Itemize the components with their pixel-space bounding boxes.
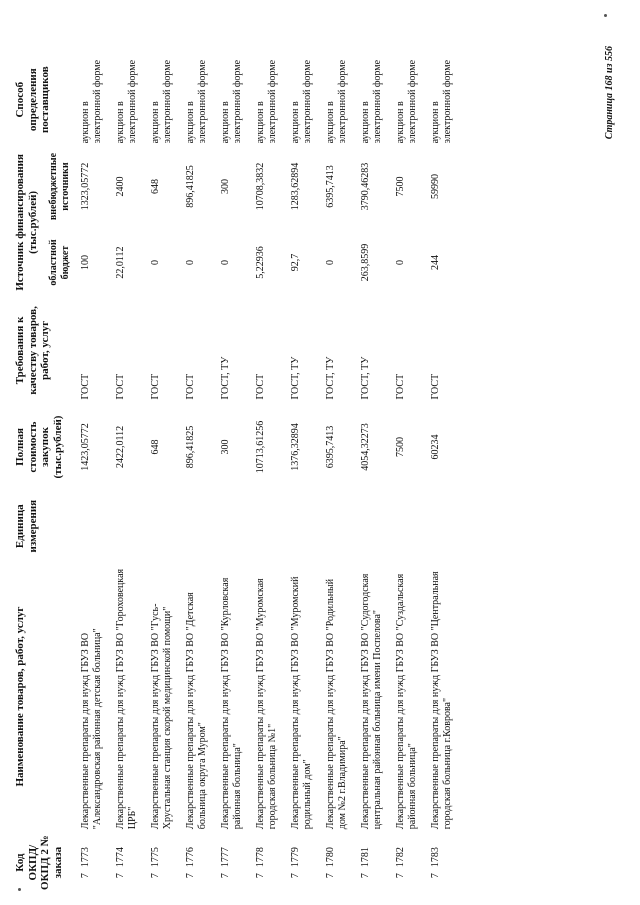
row-requirements: ГОСТ: [430, 373, 442, 400]
row-budget: 263,8599: [360, 243, 372, 282]
row-cost: 300: [220, 439, 232, 455]
row-code-value: 7: [395, 873, 407, 879]
row-order-number: 1783: [430, 847, 442, 868]
row-other: 300: [220, 179, 232, 195]
row-requirements: ГОСТ, ТУ: [325, 356, 337, 400]
row-unit: [112, 491, 147, 560]
row-order-number: 1780: [325, 847, 337, 868]
header-other: внебюджетные источники: [48, 152, 71, 221]
row-cost: 7500: [395, 436, 407, 457]
table-row: [217, 53, 252, 893]
row-name: Лекарственные препараты для нужд ГБУЗ ВО "Гусь-Хрустальная станция скорой медицинской помощи": [150, 603, 173, 830]
row-budget: 22,0112: [115, 246, 127, 279]
header-budget: областной бюджет: [48, 239, 71, 286]
table-row: [182, 53, 217, 893]
table-row: [357, 53, 392, 893]
row-code: [147, 832, 182, 893]
header-cost: Полная стоимость закупок (тыс.рублей): [14, 415, 64, 479]
row-name: Лекарственные препараты для нужд ГБУЗ ВО "Муромский родильный дом": [290, 576, 313, 830]
row-code-value: 7: [115, 873, 127, 879]
row-code: [357, 832, 392, 893]
row-order-number: 1782: [395, 847, 407, 868]
row-code-value: 7: [360, 873, 372, 879]
row-cost: 1376,32894: [290, 423, 302, 471]
row-budget: 5,22936: [255, 246, 267, 279]
row-name: Лекарственные препараты для нужд ГБУЗ ВО "Муромская городская больница №1": [255, 578, 278, 830]
row-requirements: ГОСТ, ТУ: [290, 356, 302, 400]
row-order-number: 1778: [255, 847, 267, 868]
row-budget: 0: [150, 260, 162, 265]
row-cost: 60234: [430, 434, 442, 460]
row-code-value: 7: [220, 873, 232, 879]
row-method: аукцион в электронной форме: [115, 59, 138, 144]
row-cost: 1423,05772: [80, 423, 92, 471]
row-method: аукцион в электронной форме: [150, 59, 173, 144]
header-unit: Единица измерения: [14, 499, 39, 553]
header-requirements: Требования к качеству товаров, работ, услуг: [14, 306, 52, 395]
row-name: Лекарственные препараты для нужд ГБУЗ ВО "Центральная городская больница г.Коврова": [430, 571, 453, 830]
row-code: [112, 832, 147, 893]
row-other: 648: [150, 179, 162, 195]
row-code-value: 7: [80, 873, 92, 879]
row-unit: [252, 491, 287, 560]
row-other: 896,41825: [185, 165, 197, 208]
row-code-value: 7: [325, 873, 337, 879]
table-row: [147, 53, 182, 893]
row-order-number: 1781: [360, 847, 372, 868]
row-requirements: ГОСТ: [115, 373, 127, 400]
table-body: [77, 53, 462, 893]
row-budget: 0: [185, 260, 197, 265]
row-code: [182, 832, 217, 893]
row-name: Лекарственные препараты для нужд ГБУЗ ВО "Александровская районная детская больница": [80, 628, 103, 830]
row-other: 7500: [395, 176, 407, 197]
row-unit: [182, 491, 217, 560]
scan-speck: [604, 14, 607, 17]
procurement-table: [12, 53, 462, 893]
row-code: [427, 832, 462, 893]
row-budget: 0: [395, 260, 407, 265]
row-method: аукцион в электронной форме: [430, 59, 453, 144]
row-cost: 896,41825: [185, 425, 197, 469]
header-financing: Источник финансирования (тыс.рублей): [14, 154, 39, 291]
row-code: [392, 832, 427, 893]
row-unit: [392, 491, 427, 560]
table-row: [77, 53, 112, 893]
row-budget: 0: [325, 260, 337, 265]
row-cost: 2422,0112: [115, 425, 127, 469]
row-budget: 244: [430, 255, 442, 270]
row-unit: [322, 491, 357, 560]
row-unit: [427, 491, 462, 560]
row-order-number: 1776: [185, 847, 197, 868]
row-unit: [287, 491, 322, 560]
header-name: Наименование товаров, работ, услуг: [14, 606, 26, 787]
row-method: аукцион в электронной форме: [220, 59, 243, 144]
row-requirements: ГОСТ, ТУ: [360, 356, 372, 400]
row-order-number: 1779: [290, 847, 302, 868]
table-header: [12, 53, 77, 893]
row-method: аукцион в электронной форме: [185, 59, 208, 144]
table-row: [322, 53, 357, 893]
row-requirements: ГОСТ, ТУ: [220, 356, 232, 400]
row-budget: 0: [220, 260, 232, 265]
row-other: 1323,05772: [80, 162, 92, 211]
row-cost: 10713,61256: [255, 420, 267, 474]
row-method: аукцион в электронной форме: [290, 59, 313, 144]
row-cost: 6395,7413: [325, 425, 337, 469]
row-requirements: ГОСТ: [80, 373, 92, 400]
page-footer: Страница 168 из 556: [604, 46, 615, 140]
row-order-number: 1773: [80, 847, 92, 868]
row-code-value: 7: [185, 873, 197, 879]
row-requirements: ГОСТ: [185, 373, 197, 400]
row-name: Лекарственные препараты для нужд ГБУЗ ВО "Суздальская районная больница": [395, 573, 418, 830]
table-row: [392, 53, 427, 893]
row-code: [217, 832, 252, 893]
table-row: [252, 53, 287, 893]
row-other: 6395,7413: [325, 165, 337, 208]
row-order-number: 1777: [220, 847, 232, 868]
row-other: 59990: [430, 174, 442, 200]
row-other: 10708,3832: [255, 162, 267, 211]
row-code: [287, 832, 322, 893]
table-row: [287, 53, 322, 893]
row-cost: 648: [150, 439, 162, 455]
row-order-number: 1774: [115, 847, 127, 868]
row-name: Лекарственные препараты для нужд ГБУЗ ВО "Курловская районная больница": [220, 577, 243, 830]
row-method: аукцион в электронной форме: [255, 59, 278, 144]
row-name: Лекарственные препараты для нужд ГБУЗ ВО "Детская больница округа Муром": [185, 592, 208, 830]
row-code: [252, 832, 287, 893]
row-requirements: ГОСТ: [395, 373, 407, 400]
header-method: Способ определения поставщиков: [14, 66, 52, 134]
row-method: аукцион в электронной форме: [395, 59, 418, 144]
row-method: аукцион в электронной форме: [80, 59, 103, 144]
row-name: Лекарственные препараты для нужд ГБУЗ ВО "Родильный дом №2 г.Владимира": [325, 578, 348, 830]
row-other: 3790,46283: [360, 162, 372, 211]
row-name: Лекарственные препараты для нужд ГБУЗ ВО "Гороховецкая ЦРБ": [115, 568, 138, 830]
row-method: аукцион в электронной форме: [360, 59, 383, 144]
row-unit: [217, 491, 252, 560]
row-name: Лекарственные препараты для нужд ГБУЗ ВО "Судогодская центральная районная больница имени Поспелова": [360, 573, 383, 830]
row-code: [322, 832, 357, 893]
row-cost: 4054,32273: [360, 423, 372, 471]
row-code-value: 7: [430, 873, 442, 879]
row-budget: 100: [80, 255, 92, 270]
row-code-value: 7: [290, 873, 302, 879]
row-unit: [77, 491, 112, 560]
row-unit: [147, 491, 182, 560]
table-row: [112, 53, 147, 893]
row-code-value: 7: [150, 873, 162, 879]
row-other: 1283,62894: [290, 162, 302, 211]
scan-speck: [18, 888, 21, 891]
row-method: аукцион в электронной форме: [325, 59, 348, 144]
table-row: [427, 53, 462, 893]
header-code: Код ОКПД/ ОКПД 2 № заказа: [14, 835, 64, 890]
row-code: [77, 832, 112, 893]
row-order-number: 1775: [150, 847, 162, 868]
row-requirements: ГОСТ: [150, 373, 162, 400]
row-other: 2400: [115, 176, 127, 197]
row-budget: 92,7: [290, 253, 302, 272]
row-requirements: ГОСТ: [255, 373, 267, 400]
row-code-value: 7: [255, 873, 267, 879]
row-unit: [357, 491, 392, 560]
